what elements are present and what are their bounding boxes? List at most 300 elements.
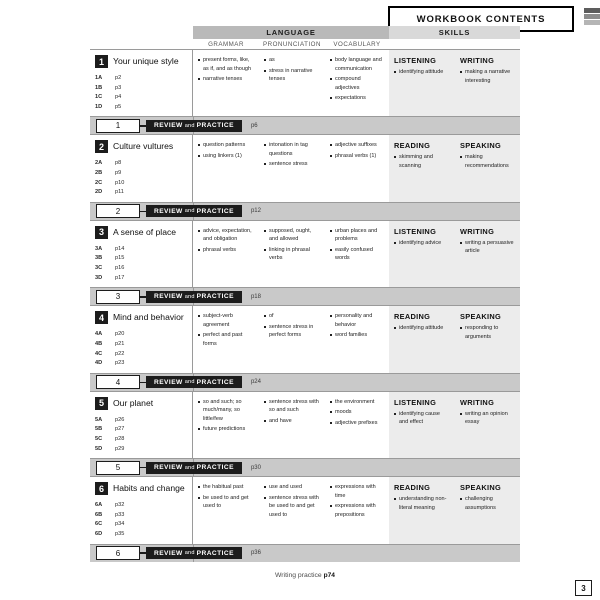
lesson-code: 3B bbox=[95, 255, 103, 262]
pronunciation-items bbox=[264, 398, 319, 426]
contents-table bbox=[90, 49, 520, 562]
skill-right-items bbox=[460, 153, 514, 170]
language-cell bbox=[193, 392, 389, 458]
grammar-items bbox=[198, 56, 253, 84]
lesson-page: p2 bbox=[115, 75, 122, 81]
lesson-code: 6A bbox=[95, 502, 103, 509]
list-item: using linkers (1) bbox=[198, 152, 253, 161]
language-cell bbox=[193, 135, 389, 201]
lesson-row[interactable] bbox=[95, 274, 188, 284]
list-item: responding to arguments bbox=[460, 324, 514, 341]
vocabulary-items bbox=[330, 312, 383, 340]
review-and-practice-row[interactable] bbox=[90, 373, 520, 391]
skill-right-column bbox=[455, 135, 520, 201]
lesson-page: p22 bbox=[115, 350, 125, 357]
unit-cell[interactable] bbox=[90, 477, 193, 543]
review-word: REVIEW bbox=[154, 464, 183, 472]
lesson-page: p34 bbox=[115, 521, 125, 528]
list-item: compound adjectives bbox=[330, 75, 383, 92]
lesson-list bbox=[95, 330, 188, 368]
lesson-row[interactable] bbox=[95, 93, 188, 103]
unit-number-badge: 3 bbox=[95, 226, 108, 239]
review-and-word: and bbox=[184, 208, 195, 215]
lesson-code: 2A bbox=[95, 160, 103, 167]
unit-heading bbox=[95, 482, 188, 495]
list-item: identifying attitude bbox=[394, 324, 449, 333]
review-page-number: p36 bbox=[250, 550, 261, 557]
column-header-grammar: GRAMMAR bbox=[208, 41, 244, 48]
lesson-row[interactable] bbox=[95, 245, 188, 255]
lesson-page: p16 bbox=[115, 265, 125, 272]
list-item: easily confused words bbox=[330, 246, 383, 263]
lesson-code: 4B bbox=[95, 340, 103, 347]
lesson-list bbox=[95, 245, 188, 283]
lesson-row[interactable] bbox=[95, 416, 188, 426]
skill-left-column bbox=[389, 477, 455, 543]
lesson-row[interactable] bbox=[95, 254, 188, 264]
list-item: expressions with time bbox=[330, 483, 383, 500]
lesson-code: 1D bbox=[95, 103, 103, 110]
list-item: skimming and scanning bbox=[394, 153, 449, 170]
lesson-page: p32 bbox=[115, 502, 125, 509]
lesson-code: 2D bbox=[95, 189, 103, 196]
unit-number-badge: 6 bbox=[95, 482, 108, 495]
list-item: challenging assumptions bbox=[460, 495, 514, 512]
lesson-row[interactable] bbox=[95, 188, 188, 198]
list-item: expectations bbox=[330, 94, 383, 103]
review-word: REVIEW bbox=[154, 122, 183, 130]
review-and-practice-row[interactable] bbox=[90, 202, 520, 220]
skills-cell bbox=[389, 221, 520, 287]
list-item: stress in narrative tenses bbox=[264, 67, 319, 84]
practice-word: PRACTICE bbox=[196, 207, 234, 215]
skill-right-column bbox=[455, 477, 520, 543]
lesson-code: 3C bbox=[95, 265, 103, 272]
lesson-page: p35 bbox=[115, 531, 125, 538]
grammar-column bbox=[193, 50, 259, 116]
skill-left-column bbox=[389, 50, 455, 116]
skill-right-label: WRITING bbox=[460, 226, 495, 236]
review-practice-tag bbox=[146, 462, 242, 474]
practice-word: PRACTICE bbox=[196, 293, 234, 301]
writing-practice-page: p74 bbox=[323, 572, 335, 579]
list-item: sentence stress with be used to and get used to bbox=[264, 494, 319, 520]
unit-title: Your unique style bbox=[113, 56, 179, 66]
lesson-code: 4D bbox=[95, 360, 103, 367]
skill-right-label: WRITING bbox=[460, 397, 495, 407]
lesson-row[interactable] bbox=[95, 84, 188, 94]
list-item: writing a persuasive article bbox=[460, 239, 514, 256]
practice-word: PRACTICE bbox=[196, 378, 234, 386]
list-item: the habitual past bbox=[198, 483, 253, 492]
list-item: subject-verb agreement bbox=[198, 312, 253, 329]
lesson-row[interactable] bbox=[95, 501, 188, 511]
list-item: narrative tenses bbox=[198, 75, 253, 84]
review-page-number: p24 bbox=[250, 379, 261, 386]
skill-left-items bbox=[394, 239, 449, 248]
list-item: expressions with prepositions bbox=[330, 502, 383, 519]
skills-cell bbox=[389, 477, 520, 543]
list-item: as bbox=[264, 56, 319, 65]
footer-writing-practice bbox=[90, 572, 520, 579]
unit-number-badge: 1 bbox=[95, 55, 108, 68]
skills-band-label: SKILLS bbox=[438, 28, 471, 37]
vocabulary-items bbox=[330, 227, 383, 263]
skill-right-label: SPEAKING bbox=[460, 312, 502, 322]
review-word: REVIEW bbox=[154, 293, 183, 301]
list-item: of bbox=[264, 312, 319, 321]
vocabulary-items bbox=[330, 398, 383, 428]
lesson-page: p4 bbox=[115, 94, 122, 101]
writing-practice-label: Writing practice bbox=[275, 572, 322, 579]
list-item: writing an opinion essay bbox=[460, 410, 514, 427]
unit-row bbox=[90, 476, 520, 543]
page-number-value: 3 bbox=[581, 583, 586, 593]
review-word: REVIEW bbox=[154, 549, 183, 557]
list-item: perfect and past forms bbox=[198, 331, 253, 348]
lesson-row[interactable] bbox=[95, 425, 188, 435]
practice-word: PRACTICE bbox=[196, 464, 234, 472]
language-cell bbox=[193, 477, 389, 543]
review-and-word: and bbox=[184, 464, 195, 471]
lesson-code: 2C bbox=[95, 179, 103, 186]
lesson-page: p17 bbox=[115, 274, 125, 281]
unit-number-badge: 2 bbox=[95, 140, 108, 153]
skill-right-items bbox=[460, 239, 514, 256]
vocabulary-items bbox=[330, 141, 383, 160]
language-cell bbox=[193, 221, 389, 287]
lesson-row[interactable] bbox=[95, 520, 188, 530]
review-unit-number: 3 bbox=[96, 290, 140, 304]
unit-title: Habits and change bbox=[113, 483, 185, 494]
edge-marker-bar-mid bbox=[584, 14, 600, 19]
lesson-list bbox=[95, 74, 188, 112]
review-word: REVIEW bbox=[154, 378, 183, 386]
review-unit-number: 1 bbox=[96, 119, 140, 133]
skill-right-items bbox=[460, 410, 514, 427]
pronunciation-column bbox=[259, 477, 325, 543]
review-and-word: and bbox=[184, 379, 195, 386]
list-item: adjective prefixes bbox=[330, 419, 383, 428]
list-item: personality and behavior bbox=[330, 312, 383, 329]
unit-cell[interactable] bbox=[90, 221, 193, 287]
list-item: making a narrative interesting bbox=[460, 68, 514, 85]
skills-band-header bbox=[389, 26, 520, 39]
skill-left-column bbox=[389, 135, 455, 201]
lesson-row[interactable] bbox=[95, 74, 188, 84]
lesson-page: p11 bbox=[115, 189, 124, 196]
review-page-number: p30 bbox=[250, 464, 261, 471]
review-and-practice-row[interactable] bbox=[90, 116, 520, 134]
lesson-page: p23 bbox=[115, 360, 125, 367]
vocabulary-column bbox=[325, 306, 389, 372]
review-and-word: and bbox=[184, 293, 195, 300]
list-item: the environment bbox=[330, 398, 383, 407]
skill-left-label: LISTENING bbox=[394, 397, 437, 407]
review-unit-number: 5 bbox=[96, 461, 140, 475]
unit-heading bbox=[95, 397, 188, 410]
review-and-practice-row[interactable] bbox=[90, 544, 520, 562]
review-practice-tag bbox=[146, 376, 242, 388]
skill-left-label: LISTENING bbox=[394, 226, 437, 236]
unit-row bbox=[90, 391, 520, 458]
lesson-page: p29 bbox=[115, 445, 125, 452]
grammar-column bbox=[193, 306, 259, 372]
lesson-page: p21 bbox=[115, 340, 125, 347]
unit-title: Our planet bbox=[113, 397, 154, 408]
skill-left-items bbox=[394, 410, 449, 427]
skill-left-column bbox=[389, 221, 455, 287]
lesson-row[interactable] bbox=[95, 340, 188, 350]
pronunciation-column bbox=[259, 50, 325, 116]
review-unit-number: 2 bbox=[96, 204, 140, 218]
unit-cell[interactable] bbox=[90, 392, 193, 458]
list-item: identifying attitude bbox=[394, 68, 449, 77]
pronunciation-items bbox=[264, 141, 319, 169]
skill-right-items bbox=[460, 68, 514, 85]
skill-left-column bbox=[389, 306, 455, 372]
skills-cell bbox=[389, 135, 520, 201]
skills-cell bbox=[389, 50, 520, 116]
review-practice-tag bbox=[146, 291, 242, 303]
lesson-code: 6C bbox=[95, 521, 103, 528]
unit-heading bbox=[95, 226, 188, 239]
list-item: use and used bbox=[264, 483, 319, 492]
list-item: supposed, ought, and allowed bbox=[264, 227, 319, 244]
page-number-badge bbox=[575, 580, 592, 596]
lesson-code: 5A bbox=[95, 416, 103, 423]
review-and-practice-row[interactable] bbox=[90, 458, 520, 476]
lesson-code: 1B bbox=[95, 84, 103, 91]
lesson-row[interactable] bbox=[95, 445, 188, 455]
unit-title: Culture vultures bbox=[113, 141, 174, 152]
list-item: phrasal verbs (1) bbox=[330, 152, 383, 161]
unit-heading bbox=[95, 311, 188, 324]
skills-cell bbox=[389, 306, 520, 372]
edge-marker-bar-dark bbox=[584, 8, 600, 13]
pronunciation-items bbox=[264, 312, 319, 340]
lesson-page: p8 bbox=[115, 160, 122, 167]
column-header-vocabulary: VOCABULARY bbox=[333, 41, 381, 48]
lesson-list bbox=[95, 501, 188, 539]
list-item: phrasal verbs bbox=[198, 246, 253, 255]
page-title: WORKBOOK CONTENTS bbox=[416, 13, 546, 25]
skill-left-column bbox=[389, 392, 455, 458]
lesson-row[interactable] bbox=[95, 179, 188, 189]
lesson-list bbox=[95, 159, 188, 197]
review-practice-tag bbox=[146, 547, 242, 559]
lesson-code: 6B bbox=[95, 511, 103, 518]
review-and-word: and bbox=[184, 550, 195, 557]
lesson-code: 5C bbox=[95, 435, 103, 442]
lesson-row[interactable] bbox=[95, 435, 188, 445]
list-item: advice, expectation, and obligation bbox=[198, 227, 253, 244]
lesson-code: 4A bbox=[95, 331, 103, 338]
unit-row bbox=[90, 305, 520, 372]
review-unit-number: 4 bbox=[96, 375, 140, 389]
list-item: adjective suffixes bbox=[330, 141, 383, 150]
list-item: body language and communication bbox=[330, 56, 383, 73]
list-item: moods bbox=[330, 408, 383, 417]
lesson-row[interactable] bbox=[95, 264, 188, 274]
pronunciation-items bbox=[264, 56, 319, 84]
review-page-number: p6 bbox=[250, 122, 258, 129]
skill-left-label: LISTENING bbox=[394, 56, 437, 65]
review-page-number: p18 bbox=[250, 293, 261, 300]
grammar-column bbox=[193, 135, 259, 201]
lesson-page: p20 bbox=[115, 331, 125, 338]
lesson-page: p5 bbox=[115, 103, 122, 110]
skill-right-label: SPEAKING bbox=[460, 141, 502, 151]
grammar-column bbox=[193, 221, 259, 287]
lesson-code: 6D bbox=[95, 531, 103, 538]
lesson-page: p28 bbox=[115, 435, 125, 442]
lesson-row[interactable] bbox=[95, 330, 188, 340]
list-item: sentence stress bbox=[264, 160, 319, 169]
lesson-page: p15 bbox=[115, 255, 125, 262]
language-band-header bbox=[193, 26, 389, 39]
pronunciation-column bbox=[259, 221, 325, 287]
unit-cell[interactable] bbox=[90, 135, 193, 201]
pronunciation-column bbox=[259, 306, 325, 372]
list-item: linking in phrasal verbs bbox=[264, 246, 319, 263]
lesson-page: p33 bbox=[115, 511, 125, 518]
skill-left-label: READING bbox=[394, 312, 431, 322]
review-and-word: and bbox=[184, 122, 195, 129]
list-item: making recommendations bbox=[460, 153, 514, 170]
lesson-code: 1A bbox=[95, 75, 103, 81]
pronunciation-items bbox=[264, 483, 319, 519]
lesson-page: p26 bbox=[115, 416, 125, 423]
unit-title: Mind and behavior bbox=[113, 312, 184, 323]
lesson-page: p14 bbox=[115, 245, 125, 252]
list-item: identifying cause and effect bbox=[394, 410, 449, 427]
practice-word: PRACTICE bbox=[196, 549, 234, 557]
skill-right-label: SPEAKING bbox=[460, 483, 502, 493]
unit-cell[interactable] bbox=[90, 50, 193, 116]
list-item: sentence stress in perfect forms bbox=[264, 323, 319, 340]
review-word: REVIEW bbox=[154, 207, 183, 215]
review-page-number: p12 bbox=[250, 208, 261, 215]
lesson-page: p3 bbox=[115, 84, 122, 91]
list-item: sentence stress with so and such bbox=[264, 398, 319, 415]
vocabulary-items bbox=[330, 483, 383, 519]
list-item: intonation in tag questions bbox=[264, 141, 319, 158]
lesson-row[interactable] bbox=[95, 530, 188, 540]
lesson-row[interactable] bbox=[95, 103, 188, 113]
list-item: present forms, like, as if, and as though bbox=[198, 56, 253, 73]
lesson-page: p9 bbox=[115, 170, 122, 177]
list-item: identifying advice bbox=[394, 239, 449, 248]
pronunciation-column bbox=[259, 392, 325, 458]
lesson-page: p10 bbox=[115, 179, 125, 186]
skill-left-items bbox=[394, 495, 449, 512]
review-practice-tag bbox=[146, 205, 242, 217]
practice-word: PRACTICE bbox=[196, 122, 234, 130]
vocabulary-column bbox=[325, 50, 389, 116]
unit-cell[interactable] bbox=[90, 306, 193, 372]
skill-left-items bbox=[394, 324, 449, 333]
lesson-row[interactable] bbox=[95, 511, 188, 521]
grammar-column bbox=[193, 392, 259, 458]
skill-left-label: READING bbox=[394, 141, 431, 151]
edge-marker-bar-light bbox=[584, 20, 600, 25]
grammar-items bbox=[198, 483, 253, 511]
language-band-label: LANGUAGE bbox=[266, 28, 316, 37]
list-item: question patterns bbox=[198, 141, 253, 150]
unit-row bbox=[90, 220, 520, 287]
lesson-code: 3A bbox=[95, 245, 103, 252]
column-header-pronunciation: PRONUNCIATION bbox=[263, 41, 321, 48]
lesson-row[interactable] bbox=[95, 169, 188, 179]
lesson-list bbox=[95, 416, 188, 454]
lesson-code: 5D bbox=[95, 445, 103, 452]
vocabulary-column bbox=[325, 135, 389, 201]
list-item: so and such; so much/many, so little/few bbox=[198, 398, 253, 424]
lesson-row[interactable] bbox=[95, 350, 188, 360]
review-and-practice-row[interactable] bbox=[90, 287, 520, 305]
list-item: understanding non-literal meaning bbox=[394, 495, 449, 512]
skill-right-items bbox=[460, 324, 514, 341]
unit-number-badge: 5 bbox=[95, 397, 108, 410]
unit-row bbox=[90, 49, 520, 116]
vocabulary-items bbox=[330, 56, 383, 103]
vocabulary-column bbox=[325, 477, 389, 543]
lesson-row[interactable] bbox=[95, 359, 188, 369]
language-cell bbox=[193, 50, 389, 116]
vocabulary-column bbox=[325, 221, 389, 287]
pronunciation-column bbox=[259, 135, 325, 201]
skill-right-column bbox=[455, 50, 520, 116]
lesson-code: 1C bbox=[95, 94, 103, 101]
list-item: word families bbox=[330, 331, 383, 340]
grammar-items bbox=[198, 227, 253, 255]
grammar-column bbox=[193, 477, 259, 543]
grammar-items bbox=[198, 141, 253, 160]
vocabulary-column bbox=[325, 392, 389, 458]
lesson-code: 2B bbox=[95, 170, 103, 177]
skills-cell bbox=[389, 392, 520, 458]
list-item: and have bbox=[264, 417, 319, 426]
list-item: be used to and get used to bbox=[198, 494, 253, 511]
unit-row bbox=[90, 134, 520, 201]
pronunciation-items bbox=[264, 227, 319, 263]
grammar-items bbox=[198, 312, 253, 348]
skill-left-items bbox=[394, 153, 449, 170]
skill-right-items bbox=[460, 495, 514, 512]
skill-right-column bbox=[455, 221, 520, 287]
skill-right-column bbox=[455, 306, 520, 372]
unit-heading bbox=[95, 55, 188, 68]
lesson-code: 3D bbox=[95, 274, 103, 281]
unit-number-badge: 4 bbox=[95, 311, 108, 324]
skill-left-items bbox=[394, 68, 449, 77]
unit-heading bbox=[95, 140, 188, 153]
skill-right-column bbox=[455, 392, 520, 458]
lesson-row[interactable] bbox=[95, 159, 188, 169]
lesson-code: 4C bbox=[95, 350, 103, 357]
language-cell bbox=[193, 306, 389, 372]
unit-title: A sense of place bbox=[113, 226, 177, 237]
review-unit-number: 6 bbox=[96, 546, 140, 560]
grammar-items bbox=[198, 398, 253, 434]
list-item: urban places and problems bbox=[330, 227, 383, 244]
lesson-code: 5B bbox=[95, 426, 103, 433]
review-practice-tag bbox=[146, 120, 242, 132]
skill-right-label: WRITING bbox=[460, 56, 495, 65]
skill-left-label: READING bbox=[394, 483, 431, 493]
list-item: future predictions bbox=[198, 425, 253, 434]
